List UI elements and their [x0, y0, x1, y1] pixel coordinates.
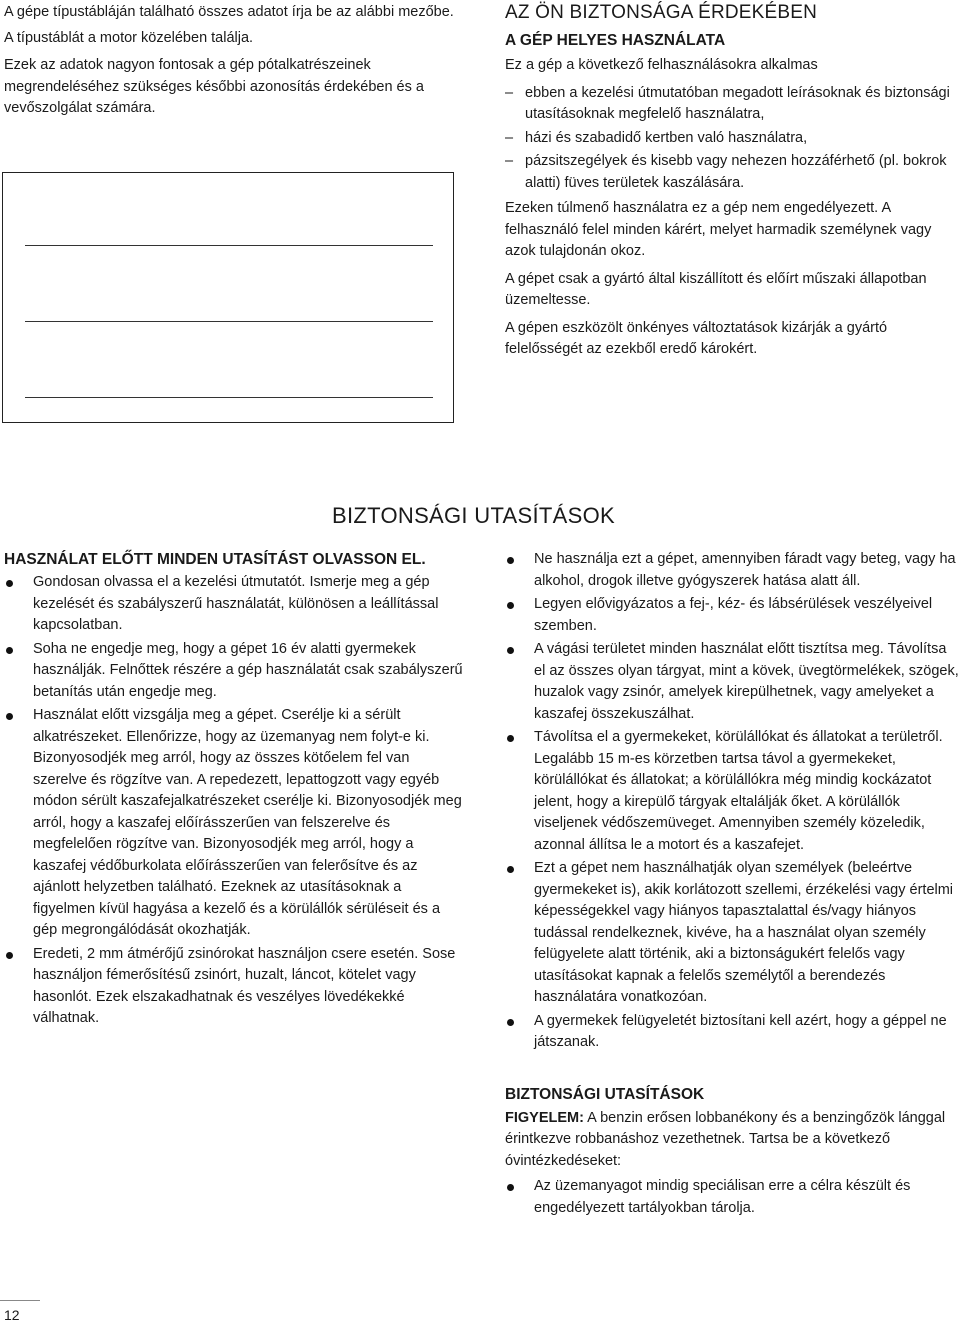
dash-marker: – — [505, 153, 514, 169]
bullet-dot — [507, 1019, 514, 1026]
intro-paragraph-2: A típustáblát a motor közelében találja. — [4, 29, 254, 46]
proper-use-item: – ebben a kezelési útmutatóban megadott leírásoknak és biztonsági utasításoknak megfelelő használatra, — [505, 84, 950, 122]
read-instructions-heading: HASZNÁLAT ELŐTT MINDEN UTASÍTÁST OLVASSON EL. — [4, 551, 426, 568]
footer-rule — [0, 1300, 40, 1301]
intro-text — [4, 2, 474, 120]
list-item: Távolítsa el a gyermekeket, körülállókat és állatokat a területről. Legalább 15 m-es körzetben tartsa távol a gyermekeket, körülállókat és állatokat; a körülállókra még mindig kockázatot jelent, hogy a kirepülő tárgyak eltalálják őket. A körülállók viseljenek védőszemüveget. Amennyiben személy közeledik, azonnal állítsa le a motort és a kaszafejet. — [505, 727, 960, 856]
proper-use-item: – pázsitszegélyek és kisebb vagy nehezen hozzáférhető (pl. bokrok alatti) füves területek kaszálására. — [505, 153, 947, 191]
bullet-dot — [507, 602, 514, 609]
proper-use-list — [505, 83, 960, 195]
bullet-dot — [507, 866, 514, 873]
list-item: Ne használja ezt a gépet, amennyiben fáradt vagy beteg, vagy ha alkohol, drogok illetve gyógyszerek hatása alatt áll. — [505, 549, 960, 592]
proper-use-paragraph: Ezeken túlmenő használatra ez a gép nem engedélyezett. A felhasználó felel minden kárért, melyet harmadik személynek vagy azok tulajdonán okoz. — [505, 200, 932, 259]
entry-line-2[interactable] — [25, 321, 433, 322]
list-item: Ezt a gépet nem használhatják olyan személyek (beleértve gyermekeket is), akik korlátozott szellemi, érzékelési vagy értelmi képességekkel vagy hiányos tapasztalattal és/vagy hiányos tudással rendelkeznek, kivéve, ha a használat olyan személy felügyelete alatt történik, aki a biztonságukért felelős vagy utasításokat kapnak a felelős személytől a berendezés használatára vonatkozóan. — [505, 858, 960, 1009]
list-item: Gondosan olvassa el a kezelési útmutatót. Ismerje meg a gép kezelését és szabályszerű használatát, különösen a leállítással kapcsolatban. — [4, 572, 464, 637]
bullet-dot — [507, 557, 514, 564]
left-bullet-list — [4, 572, 464, 1030]
bullet-dot — [6, 647, 13, 654]
entry-line-1[interactable] — [25, 245, 433, 246]
right-bullet-list — [505, 549, 960, 1054]
proper-use-paragraph: A gépet csak a gyártó által kiszállított és előírt műszaki állapotban üzemeltesse. — [505, 270, 927, 308]
list-item: Legyen elővigyázatos a fej-, kéz- és lábsérülések veszélyeivel szemben. — [505, 594, 960, 637]
entry-line-3[interactable] — [25, 397, 433, 398]
bullet-dot — [6, 580, 13, 587]
intro-paragraph-3: Ezek az adatok nagyon fontosak a gép pótalkatrészeinek megrendeléséhez szükséges későbbi azonosítás érdekében és a vevőszolgálat számára. — [4, 57, 424, 116]
proper-use-paragraph: A gépen eszközölt önkényes változtatások kizárják a gyártó felelősségét az ezekből eredő károkért. — [505, 319, 888, 357]
list-item: Az üzemanyagot mindig speciálisan erre a célra készült és engedélyezett tartályokban tárolja. — [505, 1176, 960, 1219]
warning-text: A benzin erősen lobbanékony és a benzingőzök lánggal érintkezve robbanáshoz vezethetnek. Tartsa be a következő óvintézkedéseket: — [505, 1109, 946, 1169]
warning-label: FIGYELEM: — [505, 1109, 584, 1126]
bullet-dot — [507, 735, 514, 742]
page-number: 12 — [4, 1307, 20, 1323]
safety-instructions-subheading: BIZTONSÁGI UTASÍTÁSOK — [505, 1085, 705, 1103]
left-column — [4, 549, 464, 1032]
safety-instructions-title: BIZTONSÁGI UTASÍTÁSOK — [332, 503, 615, 528]
list-item: Használat előtt vizsgálja meg a gépet. Cserélje ki a sérült alkatrészeket. Ellenőrizze, hogy az üzemanyag nem folyt-e ki. Bizonyosodjék meg arról, hogy az összes kötőelem fel van szerelve és rögzítve van. A repedezett, lepattogzott vagy egyéb módon sérült kaszafejalkatrészeket cserélje ki. Bizonyosodjék meg arról, hogy a kaszafej előírásszerűen van felszerelve és megfelelően rögzítve van. Bizonyosodjék meg arról, hogy a kaszafej védőburkolata előírásszerűen van felerősítve és az ajánlott helyzetben található. Ezeknek az utasításoknak a figyelmen kívül hagyása a kezelő és a körülállók sérüléseit és a gép megrongálódását okozhatják. — [4, 705, 464, 942]
bullet-dot — [507, 1184, 514, 1191]
bullet-dot — [6, 713, 13, 720]
proper-use-heading: A GÉP HELYES HASZNÁLATA — [505, 32, 726, 49]
proper-use-item: – házi és szabadidő kertben való használatra, — [505, 128, 960, 150]
intro-paragraph-1: A gépe típustábláján található összes adatot írja be az alábbi mezőbe. — [4, 4, 454, 20]
bullet-dot — [6, 952, 13, 959]
list-item: Eredeti, 2 mm átmérőjű zsinórokat használjon csere esetén. Sose használjon fémerősítésű zsinórt, huzalt, láncot, kötelet vagy hasonlót. Ezek elszakadhatnak és veszélyes lövedékekké válhatnak. — [4, 944, 464, 1030]
type-plate-entry-box — [2, 172, 454, 423]
proper-use-lead: Ez a gép a következő felhasználásokra alkalmas — [505, 57, 818, 73]
list-item: Soha ne engedje meg, hogy a gépet 16 év alatti gyermekek használják. Felnőttek részére a gép használatát csak szabályszerű betanítás után engedje meg. — [4, 639, 464, 704]
fuel-warning — [505, 1108, 960, 1173]
list-item: A vágási területet minden használat előtt tisztítsa meg. Távolítsa el az összes olyan tárgyat, mint a kövek, üvegtörmelékek, szögek, huzalok vagy zsinór, amelyek kirepülhetnek, vagy amelyeket a kaszafej összekuszálhat. — [505, 639, 960, 725]
safety-intro — [505, 2, 960, 361]
safety-heading: AZ ÖN BIZTONSÁGA ÉRDEKÉBEN — [505, 2, 818, 23]
dash-marker: – — [505, 84, 514, 101]
right-column — [505, 549, 960, 1221]
bullet-dot — [507, 647, 514, 654]
dash-marker: – — [505, 129, 514, 146]
fuel-bullet-list — [505, 1176, 960, 1219]
list-item: A gyermekek felügyeletét biztosítani kell azért, hogy a géppel ne játszanak. — [505, 1011, 960, 1054]
